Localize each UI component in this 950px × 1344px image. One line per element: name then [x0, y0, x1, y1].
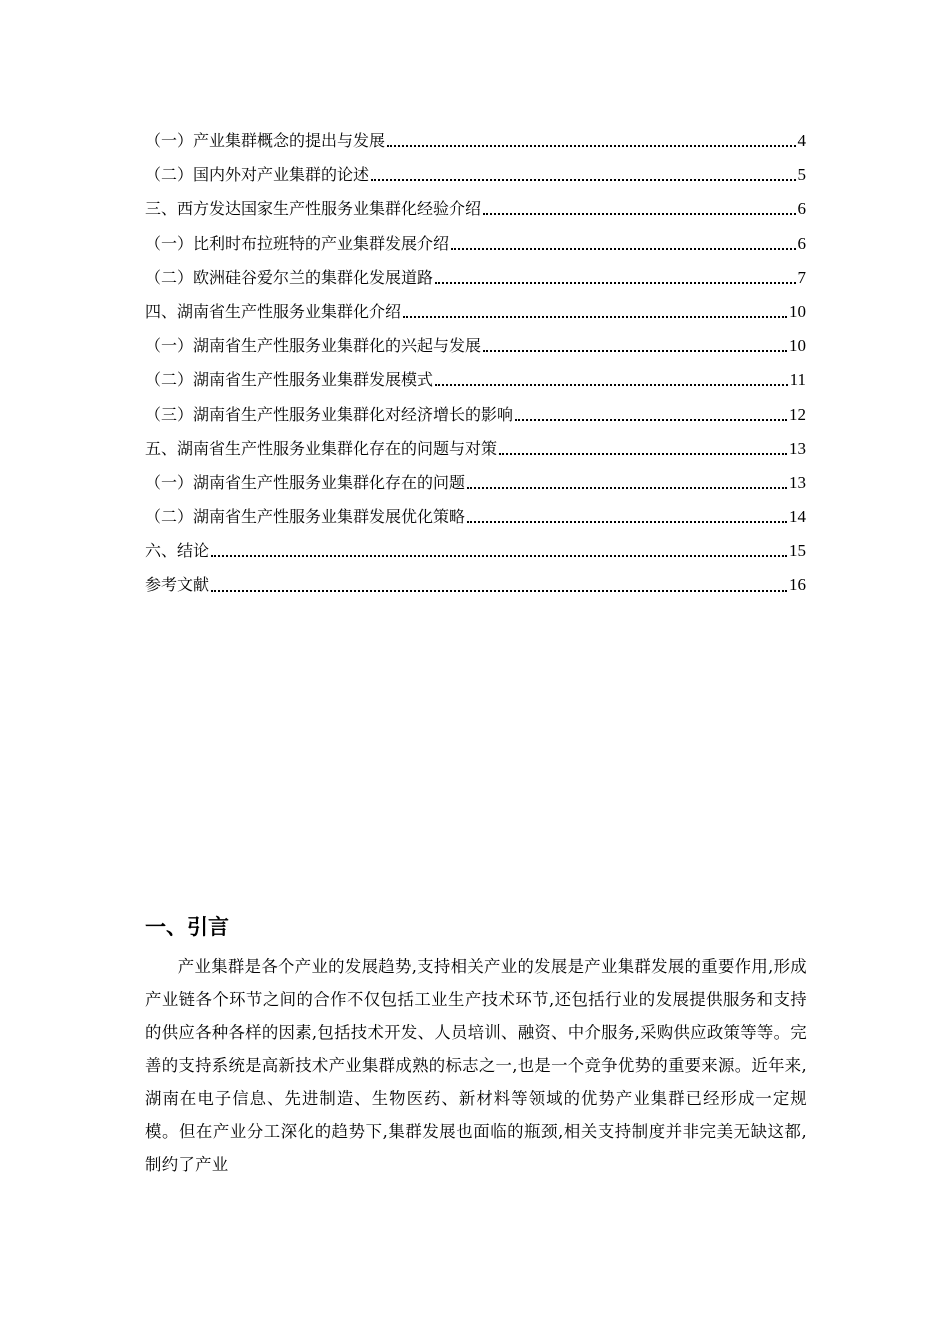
toc-dot-leader: [483, 199, 795, 219]
toc-entry[interactable]: [145, 261, 806, 295]
toc-page-number: 6: [797, 233, 806, 253]
toc-dot-leader: [467, 507, 787, 527]
toc-entry[interactable]: [145, 466, 806, 500]
toc-entry[interactable]: [145, 363, 806, 397]
toc-entry-title: （三）湖南省生产性服务业集群化对经济增长的影响: [145, 404, 514, 424]
toc-page-number: 12: [789, 404, 806, 424]
toc-page-number: 5: [797, 165, 806, 185]
toc-page-number: 13: [789, 472, 806, 492]
toc-page-number: 11: [789, 370, 806, 390]
section-heading: 一、引言: [145, 915, 229, 939]
toc-entry[interactable]: [145, 295, 806, 329]
toc-entry[interactable]: [145, 227, 806, 261]
toc-entry-title: （二）欧洲硅谷爱尔兰的集群化发展道路: [145, 267, 434, 287]
toc-entry-title: （一）比利时布拉班特的产业集群发展介绍: [145, 233, 450, 253]
toc-entry-title: （二）国内外对产业集群的论述: [145, 165, 370, 185]
toc-entry-title: 五、湖南省生产性服务业集群化存在的问题与对策: [145, 438, 498, 458]
toc-entry[interactable]: [145, 568, 806, 602]
toc-dot-leader: [515, 405, 787, 425]
toc-entry[interactable]: [145, 432, 806, 466]
table-of-contents: [145, 124, 806, 603]
toc-entry-title: （二）湖南省生产性服务业集群发展优化策略: [145, 507, 466, 527]
toc-dot-leader: [467, 473, 787, 493]
toc-page-number: 16: [789, 575, 806, 595]
toc-page-number: 15: [789, 541, 806, 561]
toc-dot-leader: [211, 541, 787, 561]
toc-dot-leader: [451, 234, 795, 254]
toc-page-number: 10: [789, 301, 806, 321]
toc-entry-title: （一）湖南省生产性服务业集群化的兴起与发展: [145, 336, 482, 356]
body-paragraph: 产业集群是各个产业的发展趋势,支持相关产业的发展是产业集群发展的重要作用,形成产业链各个环节之间的合作不仅包括工业生产技术环节,还包括行业的发展提供服务和支持的供应各种各样的因素,包括技术开发、人员培训、融资、中介服务,采购供应政策等等。完善的支持系统是高新技术产业集群成熟的标志之一,也是一个竞争优势的重要来源。近年来,湖南在电子信息、先进制造、生物医药、新材料等领域的优势产业集群已经形成一定规模。但在产业分工深化的趋势下,集群发展也面临的瓶颈,相关支持制度并非完美无缺这都,制约了产业: [145, 957, 807, 1174]
toc-entry-title: （二）湖南省生产性服务业集群发展模式: [145, 370, 434, 390]
toc-entry[interactable]: [145, 192, 806, 226]
toc-entry[interactable]: [145, 124, 806, 158]
toc-page-number: 13: [789, 438, 806, 458]
toc-dot-leader: [435, 268, 795, 288]
toc-entry-title: （一）产业集群概念的提出与发展: [145, 131, 386, 150]
toc-entry-title: 四、湖南省生产性服务业集群化介绍: [145, 301, 402, 321]
toc-entry-title: 三、西方发达国家生产性服务业集群化经验介绍: [145, 199, 482, 219]
toc-dot-leader: [483, 336, 787, 356]
toc-dot-leader: [499, 439, 787, 459]
toc-dot-leader: [435, 370, 788, 390]
toc-entry[interactable]: [145, 398, 806, 432]
toc-dot-leader: [211, 576, 787, 596]
toc-page-number: 6: [797, 199, 806, 219]
toc-page-number: 7: [797, 267, 806, 287]
toc-dot-leader: [403, 302, 787, 322]
toc-page-number: 14: [789, 507, 806, 527]
toc-entry[interactable]: [145, 158, 806, 192]
toc-entry-title: 参考文献: [145, 575, 210, 595]
toc-entry-title: （一）湖南省生产性服务业集群化存在的问题: [145, 472, 466, 492]
toc-entry-title: 六、结论: [145, 541, 210, 561]
toc-entry[interactable]: [145, 329, 806, 363]
toc-page-number: 4: [797, 131, 806, 150]
toc-entry[interactable]: [145, 500, 806, 534]
toc-dot-leader: [387, 131, 795, 151]
toc-entry[interactable]: [145, 534, 806, 568]
toc-page-number: 10: [789, 336, 806, 356]
toc-dot-leader: [371, 165, 795, 185]
